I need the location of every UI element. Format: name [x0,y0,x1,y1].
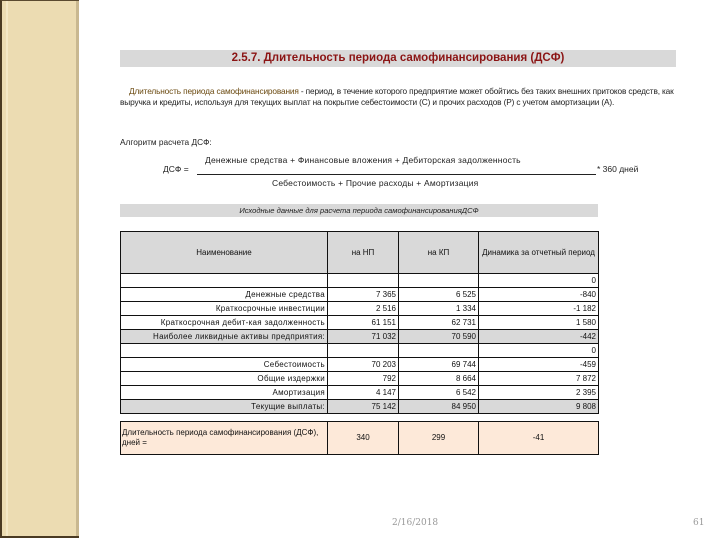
table-row [121,274,599,288]
row-np: 7 365 [328,288,399,302]
decorative-sidebar [0,0,79,538]
row-name [121,344,328,358]
row-np [328,274,399,288]
row-kp [399,344,479,358]
row-np: 4 147 [328,386,399,400]
row-dyn: -1 182 [479,302,599,316]
row-name: Общие издержки [121,372,328,386]
result-table [120,421,599,455]
row-np: 70 203 [328,358,399,372]
formula-numerator: Денежные средства + Финансовые вложения + Дебиторская задолженность [205,155,521,165]
row-dyn: 1 580 [479,316,599,330]
footer-date: 2/16/2018 [392,518,439,528]
row-name: Денежные средства [121,288,328,302]
row-kp: 84 950 [399,400,479,414]
row-np: 71 032 [328,330,399,344]
row-np: 792 [328,372,399,386]
row-kp: 69 744 [399,358,479,372]
row-name: Себестоимость [121,358,328,372]
intro-term: Длительность периода самофинансирования [129,86,299,96]
row-dyn: -459 [479,358,599,372]
row-name [121,274,328,288]
row-kp: 8 664 [399,372,479,386]
header-name: Наименование [121,232,328,274]
row-kp: 1 334 [399,302,479,316]
row-name: Амортизация [121,386,328,400]
table-row [121,302,599,316]
row-kp: 6 525 [399,288,479,302]
result-row [121,422,599,455]
row-kp: 62 731 [399,316,479,330]
slide-title: 2.5.7. Длительность периода самофинансирования (ДСФ) [120,50,676,67]
table-row [121,344,599,358]
row-dyn: 0 [479,274,599,288]
row-name: Текущие выплаты: [121,400,328,414]
table-row [121,358,599,372]
source-data-caption: Исходные данные для расчета периода самофинансированияДСФ [120,204,598,217]
algorithm-label: Алгоритм расчета ДСФ: [120,137,212,147]
table-row [121,316,599,330]
row-kp: 6 542 [399,386,479,400]
table-row-total [121,400,599,414]
row-dyn: 0 [479,344,599,358]
row-dyn: 9 808 [479,400,599,414]
row-np [328,344,399,358]
result-np: 340 [328,422,399,455]
row-kp: 70 590 [399,330,479,344]
source-data-table [120,231,599,414]
row-np: 61 151 [328,316,399,330]
table-row [121,288,599,302]
header-np: на НП [328,232,399,274]
formula-lhs: ДСФ = [163,164,189,174]
fraction-line [197,174,596,175]
row-name: Краткосрочная дебит-кая задолженность [121,316,328,330]
formula-multiplier: * 360 дней [597,164,639,174]
row-name: Краткосрочные инвестиции [121,302,328,316]
result-dyn: -41 [479,422,599,455]
row-np: 75 142 [328,400,399,414]
table-row [121,372,599,386]
page-number: 61 [693,518,705,528]
row-dyn: 2 395 [479,386,599,400]
intro-definition: - период, в течение которого предприятие может обойтись без таких внешних притоков средств, как выручка и кредиты, используя для текущих выплат на покрытие себестоимости (С) и прочих расходов (Р) с учетом амортизации (А). [120,86,674,107]
row-dyn: -840 [479,288,599,302]
header-kp: на КП [399,232,479,274]
row-dyn: 7 872 [479,372,599,386]
result-kp: 299 [399,422,479,455]
result-label: Длительность периода самофинансирования (ДСФ), дней = [121,422,328,455]
table-header-row [121,232,599,274]
table-row-total [121,330,599,344]
row-np: 2 516 [328,302,399,316]
table-row [121,386,599,400]
formula-denominator: Себестоимость + Прочие расходы + Амортизация [272,178,479,188]
row-dyn: -442 [479,330,599,344]
row-kp [399,274,479,288]
intro-paragraph [120,86,678,108]
row-name: Наиболее ликвидные активы предприятия: [121,330,328,344]
header-dynamics: Динамика за отчетный период [479,232,599,274]
